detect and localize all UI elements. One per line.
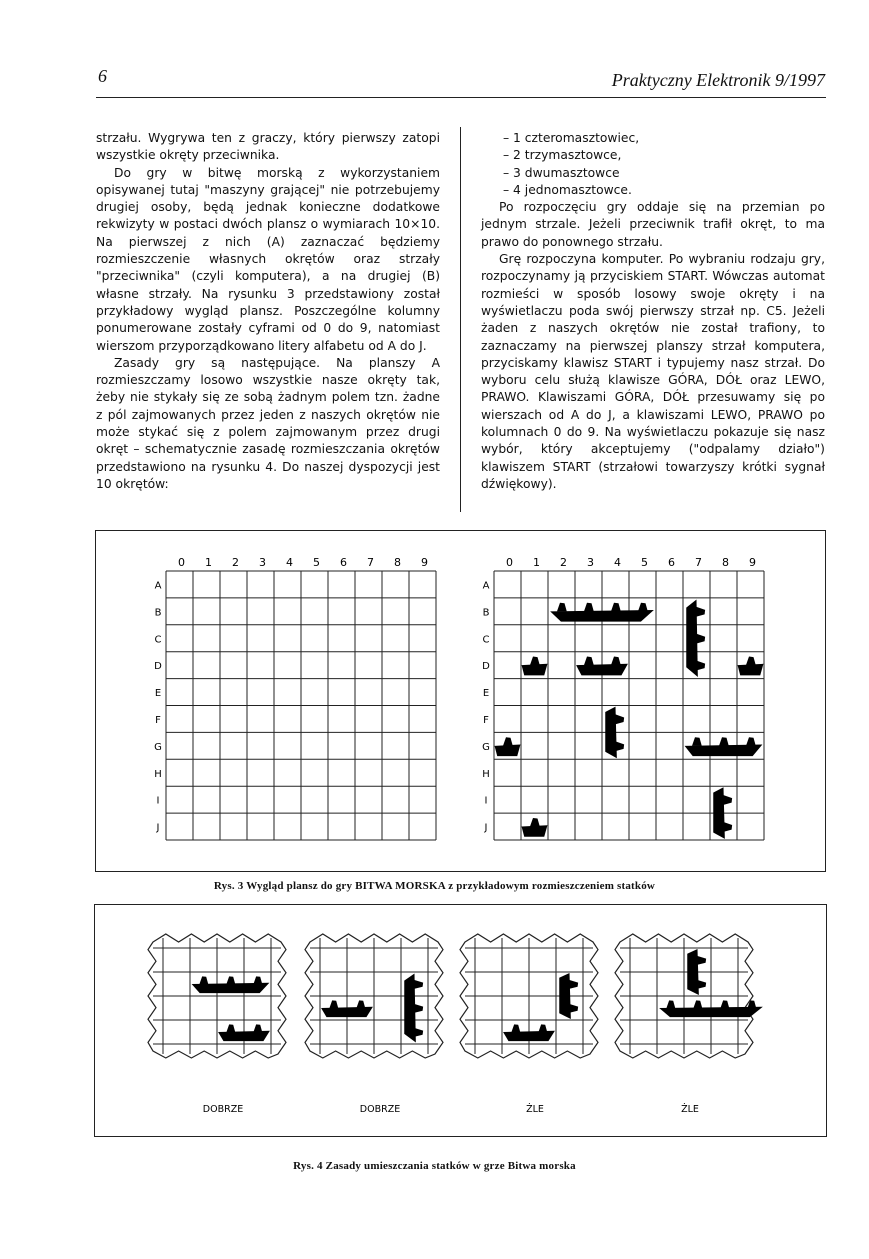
ship [404,973,423,1042]
row-label: F [155,714,161,726]
column-label: 8 [722,556,729,569]
ship [686,600,705,677]
ship-hull [404,973,416,1042]
ship-mast [226,976,235,984]
ship-mast [538,1024,547,1032]
column-label: 3 [259,556,266,569]
figure-3-caption: Rys. 3 Wygląd plansz do gry BITWA MORSKA z przykładowym rozmieszczeniem statków [213,880,656,892]
right-column [481,130,825,493]
ship-mast [356,1000,365,1008]
right-paragraph: Grę rozpoczyna komputer. Po wybraniu rodzaju gry, rozpoczynamy ją przyciskiem START. Wówczas automat rozmieści w sposób losowy swoje okręty i na wyświetlaczu poda swój pierwszy strzał np. C5. Jeżeli żaden z naszych okrętów nie został trafiony, to zaznaczamy na pierwszej planszy strzał komputera, przyciskamy klawisz START i typujemy nasz strzał. Do wyboru celu służą klawisze GÓRA, DÓŁ oraz LEWO, PRAWO. Klawiszami GÓRA, DÓŁ przesuwamy się po wierszach od A do J, a klawiszami LEWO, PRAWO po kolumnach 0 do 9. Na wyświetlaczu pokazuje się nasz wybór, który akceptujemy ("odpalamy działo") klawiszem START (strzałowi towarzyszy krótki sygnał dźwiękowy). [481,252,825,491]
example-label: ŻLE [526,1104,544,1115]
ship [685,737,763,756]
example-board [615,934,763,1115]
ship-hull [550,610,654,622]
row-label: G [482,741,490,753]
figure-3-boards [96,531,825,871]
column-label: 8 [394,556,401,569]
ship-body [686,600,705,677]
row-label: J [484,822,488,834]
ship-mast [584,657,594,666]
ship-list-item: – 1 czteromasztowiec, [503,131,640,145]
ship-mast [616,741,625,751]
ship-list-item: – 2 trzymasztowce, [503,148,622,163]
ship-mast [697,661,706,671]
ship-mast [570,1004,579,1013]
column-label: 4 [614,556,621,569]
ship-hull [659,1007,763,1017]
ship-hull [738,664,764,676]
row-label: I [156,795,160,807]
example-label: DOBRZE [202,1104,244,1115]
ship-mast [415,980,424,989]
row-label: I [484,795,488,807]
ship-mast [616,714,625,724]
ship-hull [713,787,725,839]
ship-mast [698,980,707,989]
ship-mast [329,1000,338,1008]
ship-mast [199,976,208,984]
ship-mast [719,737,729,746]
ship [522,818,548,837]
right-paragraph: Po rozpoczęciu gry oddaje się na przemian po jednym strzale. Jeżeli przeciwnik trafił okręt, to ma prawo do ponownego strzału. [481,200,825,249]
ship [522,657,548,676]
left-paragraph: Do gry w bitwę morską z wykorzystaniem opisywanej tutaj "maszyny grającej" nie potrzebujemy drugiej osoby, będą jednak konieczne dodatkowe rekwizyty w postaci dwóch plansz o wymiarach 10×10. Na pierwszej z nich (A) zaznaczać będziemy rozmieszczenie własnych okrętów oraz strzały "przeciwnika" (czyli komputera), a na drugiej (B) własne strzały. Na rysunku 3 przedstawiony został przykładowy wygląd plansz. Poszczególne kolumny ponumerowane zostały cyframi od 0 do 9, natomiast wierszom przyporządkowano litery alfabetu od A do J. [96,165,440,353]
ship-mast [720,1000,729,1008]
ship-hull [495,745,521,757]
column-label: 4 [286,556,293,569]
column-label: 6 [668,556,675,569]
ship-mast [584,603,594,612]
ship-mast [415,1004,424,1013]
ship-mast [503,737,513,746]
example-label: DOBRZE [359,1104,401,1115]
column-label: 6 [340,556,347,569]
column-label: 1 [533,556,540,569]
row-label: G [154,741,162,753]
ship-body [522,657,548,676]
ship-hull [576,664,628,676]
ship-mast [724,795,733,805]
left-column [96,130,440,493]
ship-hull [559,973,571,1019]
example-board [305,934,443,1115]
ship-mast [611,603,621,612]
row-label: J [156,822,160,834]
ship-body [522,818,548,837]
column-divider [460,127,461,512]
left-paragraph: Zasady gry są następujące. Na planszy A rozmieszczamy losowo wszystkie nasze okręty tak, żeby nie stykały się ze sobą żadnym polem tzn. żadne z pól zajmowanych przez jeden z naszych okrętów nie może stykać się z polem zajmowanym przez drugi okręt – schematycznie zasadę rozmieszczania okrętów przedstawiono na rysunku 4. Do naszej dyspozycji jest 10 okrętów: [96,355,440,491]
ship-mast [226,1024,235,1032]
ship-hull [522,664,548,676]
row-label: H [482,768,490,780]
ship-list-item: – 3 dwumasztowce [503,165,620,180]
column-label: 3 [587,556,594,569]
ship-mast [666,1000,675,1008]
row-label: B [482,607,490,619]
board-b [482,556,764,840]
figure-4-examples [95,905,826,1136]
ship-mast [557,603,567,612]
ship-hull [685,745,763,757]
figure-4 [94,904,827,1137]
row-label: B [154,607,162,619]
ship-hull [686,600,698,677]
ship-list-item: – 4 jednomasztowce. [503,182,632,197]
column-label: 9 [421,556,428,569]
column-label: 7 [367,556,374,569]
ship-mast [530,818,540,827]
ship-body [404,973,423,1042]
row-label: A [154,580,162,592]
board-a [154,556,436,840]
figure-3 [95,530,826,872]
ship-mast [530,657,540,666]
column-label: 5 [641,556,648,569]
example-label: ŻLE [681,1104,699,1115]
ship-body [738,657,764,676]
ship-mast [253,976,262,984]
ship-mast [511,1024,520,1032]
column-label: 0 [506,556,513,569]
ship-mast [611,657,621,666]
ship-mast [698,956,707,965]
row-label: H [154,768,162,780]
ship-mast [697,607,706,617]
ship-mast [692,737,702,746]
ship [192,976,270,993]
ship-hull [503,1031,555,1041]
example-board [460,934,598,1115]
ship-hull [687,949,699,995]
row-label: D [482,661,490,673]
row-label: E [154,688,162,700]
ship-body [192,976,270,993]
row-label: E [482,688,490,700]
ship-hull [321,1007,373,1017]
ship-mast [253,1024,262,1032]
row-label: F [483,714,489,726]
ship-body [685,737,763,756]
ship [738,657,764,676]
column-label: 5 [313,556,320,569]
left-paragraph: strzału. Wygrywa ten z graczy, który pierwszy zatopi wszystkie okręty przeciwnika. [96,131,440,163]
ship-mast [693,1000,702,1008]
column-label: 2 [560,556,567,569]
ship-mast [746,737,756,746]
ship-mast [415,1028,424,1037]
row-label: C [482,634,490,646]
column-label: 2 [232,556,239,569]
header-rule [96,97,826,98]
row-label: A [482,580,490,592]
row-label: D [154,661,162,673]
ship-hull [192,983,270,993]
ship-mast [746,657,756,666]
ship-hull [522,825,548,837]
ship-hull [605,707,617,759]
ship-body [495,737,521,756]
ship-hull [218,1031,270,1041]
ship [495,737,521,756]
ship-mast [697,634,706,644]
example-board [148,934,286,1115]
figure-4-caption: Rys. 4 Zasady umieszczania statków w grze Bitwa morska [293,1160,576,1172]
column-label: 1 [205,556,212,569]
column-label: 0 [178,556,185,569]
ship-mast [570,980,579,989]
column-label: 9 [749,556,756,569]
ship-mast [638,603,648,612]
column-label: 7 [695,556,702,569]
row-label: C [154,634,162,646]
ship-mast [724,822,733,832]
journal-title: Praktyczny Elektronik 9/1997 [611,70,825,90]
page-number: 6 [98,66,107,86]
